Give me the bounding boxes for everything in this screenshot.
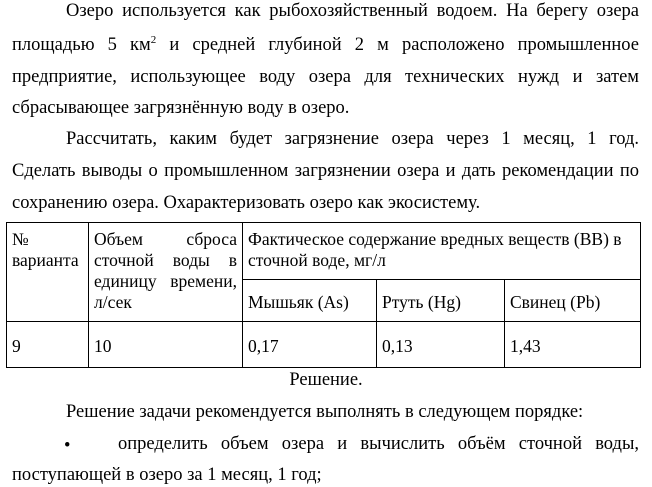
bullet-icon: • — [64, 436, 71, 456]
paragraph-3-line-1: Решение задачи рекомендуется выполнять в следующем порядке: — [66, 402, 584, 422]
cell-volume: 10 — [89, 322, 243, 368]
pollution-data-table — [6, 222, 641, 368]
list-item-1-line-2: поступающей в озеро за 1 месяц, 1 год; — [12, 465, 322, 485]
paragraph-2-line-2: Сделать выводы о промышленном загрязнении озера и дать рекомендации по — [12, 161, 639, 181]
paragraph-1-line-1: Озеро используется как рыбохозяйственный водоем. На берегу озера — [66, 1, 639, 21]
area-superscript: 2 — [150, 33, 157, 46]
header-arsenic: Мышьяк (As) — [243, 280, 377, 322]
table-header-row — [7, 223, 641, 280]
depth-text: и средней глубиной 2 м расположено промышленное — [156, 35, 639, 55]
paragraph-1-line-3: предприятие, использующее воду озера для технических нужд и затем — [12, 67, 639, 87]
header-content: Фактическое содержание вредных веществ (ВВ) в сточной воде, мг/л — [243, 223, 641, 280]
solution-heading: Решение. — [289, 370, 363, 390]
paragraph-1-line-4: сбрасывающее загрязнённую воду в озеро. — [12, 98, 350, 118]
cell-mercury: 0,13 — [377, 322, 505, 368]
header-lead: Свинец (Pb) — [505, 280, 641, 322]
list-item-1-line-1: определить объем озера и вычислить объём сточной воды, — [118, 434, 639, 454]
paragraph-2-line-3: сохранению озера. Охарактеризовать озеро как экосистему. — [12, 193, 481, 213]
cell-arsenic: 0,17 — [243, 322, 377, 368]
header-variant: № варианта — [7, 223, 89, 322]
area-text: площадью 5 км — [12, 35, 151, 55]
header-mercury: Ртуть (Hg) — [377, 280, 505, 322]
cell-lead: 1,43 — [505, 322, 641, 368]
cell-variant: 9 — [7, 322, 89, 368]
paragraph-1-line-2 — [12, 35, 639, 55]
table-row — [7, 322, 641, 368]
header-volume: Объем сброса сточной воды в единицу времени, л/сек — [89, 223, 243, 322]
paragraph-2-line-1: Рассчитать, каким будет загрязнение озера через 1 месяц, 1 год. — [66, 129, 639, 149]
